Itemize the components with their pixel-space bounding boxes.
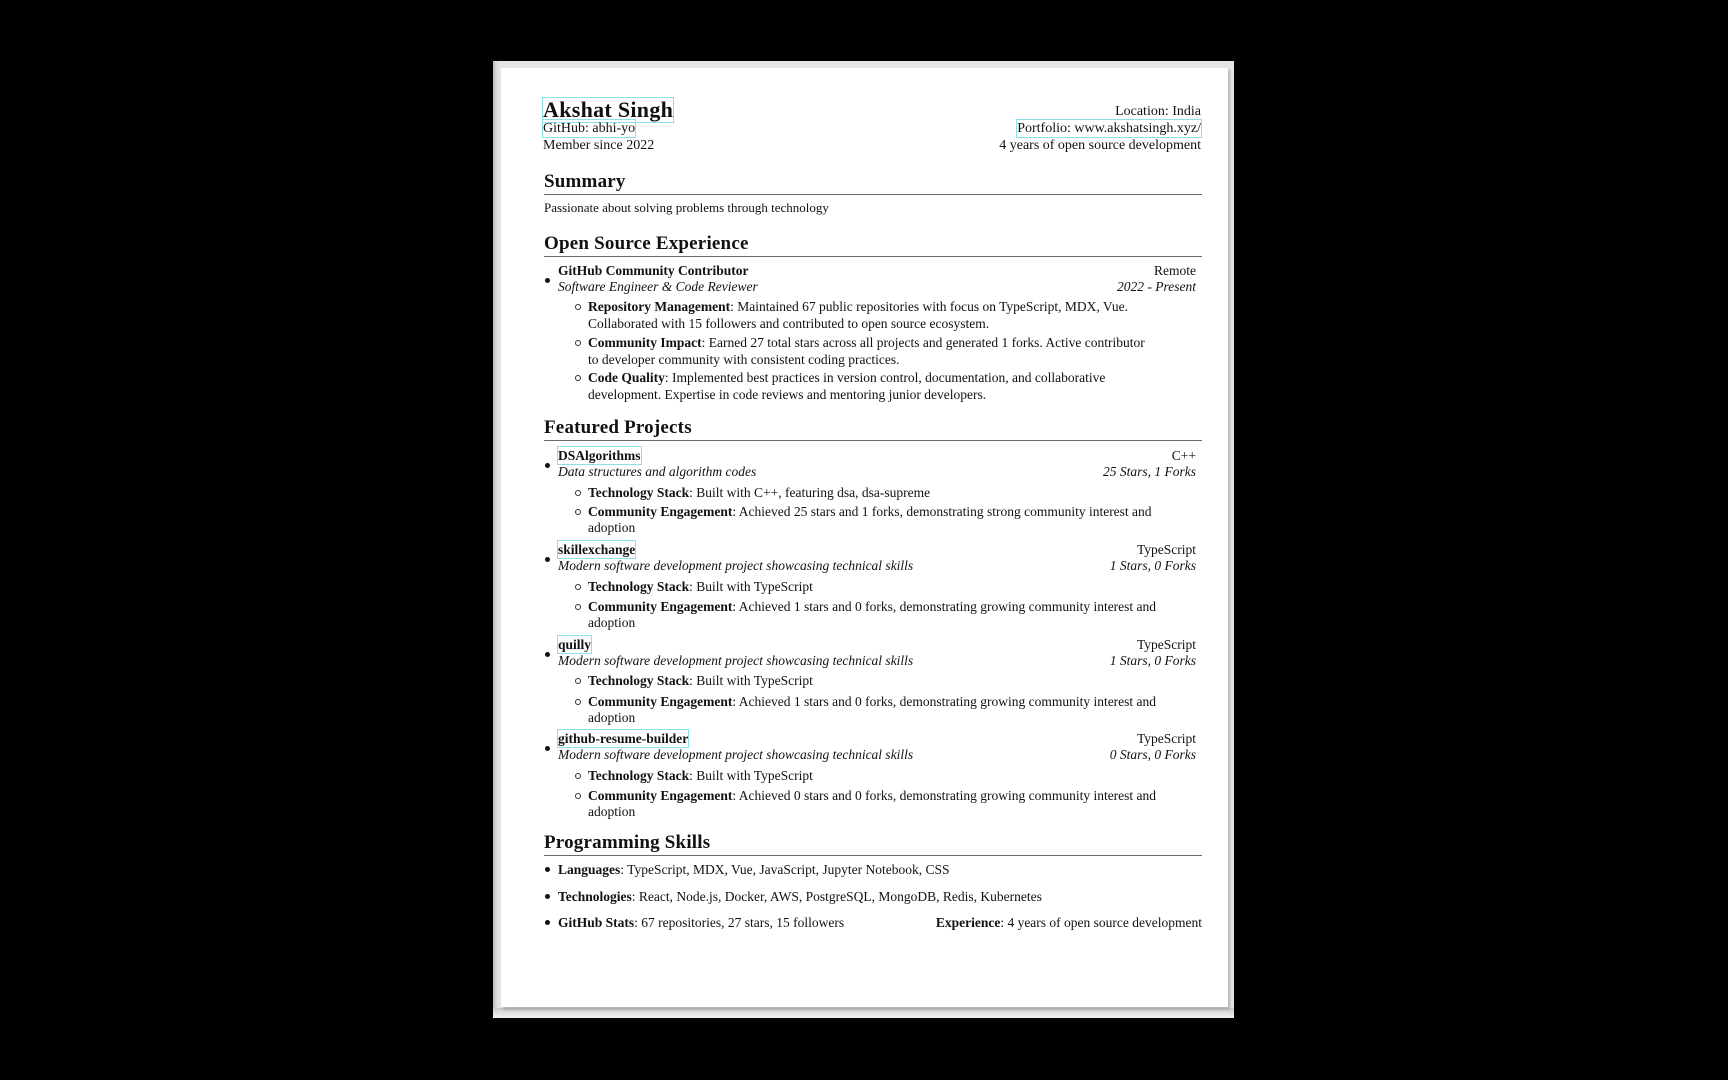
experience-dates: 2022 - Present xyxy=(1117,279,1196,294)
experience-title: GitHub Community Contributor xyxy=(558,263,749,278)
section-divider xyxy=(544,256,1202,257)
section-heading-experience: Open Source Experience xyxy=(544,233,749,254)
bullet-icon xyxy=(545,920,550,925)
skills-github-stats xyxy=(558,914,844,931)
project-description: Modern software development project showcasing technical skills xyxy=(558,653,914,668)
project-description: Modern software development project showcasing technical skills xyxy=(558,747,914,762)
project-name-link[interactable]: skillexchange xyxy=(558,542,636,557)
skills-experience xyxy=(936,914,1202,931)
skills-text: : 67 repositories, 27 stars, 15 followers xyxy=(634,915,845,930)
experience-role: Software Engineer & Code Reviewer xyxy=(558,279,758,294)
project-description: Data structures and algorithm codes xyxy=(558,464,757,479)
bullet-icon xyxy=(545,278,550,283)
bullet-text: : Built with TypeScript xyxy=(689,579,813,594)
bullet-label: Technology Stack xyxy=(588,579,690,594)
bullet-text: : Achieved 0 stars and 0 forks, demonstrating growing community interest and xyxy=(732,788,1157,803)
sub-bullet-icon xyxy=(575,375,581,381)
sub-bullet-icon xyxy=(575,773,581,779)
project-engagement xyxy=(588,693,1156,710)
project-language: TypeScript xyxy=(1136,637,1196,652)
experience-bullet xyxy=(588,298,1128,315)
bullet-label: Community Engagement xyxy=(588,504,733,519)
bullet-icon xyxy=(545,652,550,657)
sub-bullet-icon xyxy=(575,304,581,310)
skills-label: Experience xyxy=(935,915,1001,930)
section-heading-summary: Summary xyxy=(544,171,626,192)
project-engagement-cont: adoption xyxy=(588,710,636,725)
experience-bullet xyxy=(588,334,1145,351)
section-heading-skills: Programming Skills xyxy=(544,832,711,853)
bullet-sep: : xyxy=(730,299,738,314)
project-language: TypeScript xyxy=(1136,542,1196,557)
project-stats: 25 Stars, 1 Forks xyxy=(1102,464,1196,479)
project-language: TypeScript xyxy=(1136,731,1196,746)
sub-bullet-icon xyxy=(575,490,581,496)
member-since: Member since 2022 xyxy=(543,138,655,153)
bullet-text: Implemented best practices in version control, documentation, and collaborative xyxy=(672,370,1106,385)
project-name-link[interactable]: quilly xyxy=(558,637,592,652)
project-tech-stack xyxy=(588,484,930,501)
bullet-label: Community Engagement xyxy=(588,599,733,614)
sub-bullet-icon xyxy=(575,793,581,799)
project-engagement-cont: adoption xyxy=(588,520,636,535)
bullet-text: : Built with TypeScript xyxy=(689,768,813,783)
bullet-label: Code Quality xyxy=(588,370,665,385)
portfolio-link[interactable]: Portfolio: www.akshatsingh.xyz/ xyxy=(1017,121,1201,136)
skills-label: Technologies xyxy=(558,889,632,904)
project-tech-stack xyxy=(588,767,813,784)
bullet-icon xyxy=(545,746,550,751)
bullet-icon xyxy=(545,894,550,899)
project-description: Modern software development project showcasing technical skills xyxy=(558,558,914,573)
bullet-label: Community Impact xyxy=(588,335,702,350)
bullet-icon xyxy=(545,463,550,468)
sub-bullet-icon xyxy=(575,509,581,515)
sub-bullet-icon xyxy=(575,604,581,610)
skills-label: Languages xyxy=(558,862,621,877)
project-engagement xyxy=(588,598,1156,615)
bullet-text: : Built with TypeScript xyxy=(689,673,813,688)
github-link[interactable]: GitHub: abhi-yo xyxy=(543,121,636,136)
project-name-link[interactable]: github-resume-builder xyxy=(558,731,689,746)
bullet-text: : Achieved 25 stars and 1 forks, demonstrating strong community interest and xyxy=(732,504,1152,519)
bullet-sep: : xyxy=(664,370,673,385)
bullet-sep: : xyxy=(701,335,709,350)
bullet-label: Technology Stack xyxy=(588,485,690,500)
section-heading-projects: Featured Projects xyxy=(544,417,692,438)
experience-location: Remote xyxy=(1154,263,1196,278)
bullet-text: : Built with C++, featuring dsa, dsa-supreme xyxy=(689,485,931,500)
skills-label: GitHub Stats xyxy=(558,915,635,930)
project-tech-stack xyxy=(588,578,813,595)
bullet-label: Technology Stack xyxy=(588,768,690,783)
bullet-icon xyxy=(545,557,550,562)
sub-bullet-icon xyxy=(575,584,581,590)
experience-bullet-cont: development. Expertise in code reviews and mentoring junior developers. xyxy=(588,387,987,402)
experience-bullet-cont: Collaborated with 15 followers and contributed to open source ecosystem. xyxy=(588,316,990,331)
candidate-name[interactable]: Akshat Singh xyxy=(543,97,674,122)
bullet-label: Community Engagement xyxy=(588,694,733,709)
project-engagement xyxy=(588,787,1156,804)
bullet-text: Maintained 67 public repositories with focus on TypeScript, MDX, Vue. xyxy=(737,299,1128,314)
skills-text: : TypeScript, MDX, Vue, JavaScript, Jupyter Notebook, CSS xyxy=(620,862,950,877)
project-tech-stack xyxy=(588,672,813,689)
project-stats: 1 Stars, 0 Forks xyxy=(1109,653,1196,668)
sub-bullet-icon xyxy=(575,340,581,346)
project-stats: 1 Stars, 0 Forks xyxy=(1109,558,1196,573)
skills-text: : React, Node.js, Docker, AWS, PostgreSQL, MongoDB, Redis, Kubernetes xyxy=(631,889,1042,904)
project-engagement-cont: adoption xyxy=(588,804,636,819)
experience-bullet xyxy=(588,369,1105,386)
bullet-label: Technology Stack xyxy=(588,673,690,688)
project-stats: 0 Stars, 0 Forks xyxy=(1109,747,1196,762)
bullet-text: : Achieved 1 stars and 0 forks, demonstrating growing community interest and xyxy=(732,694,1157,709)
section-divider xyxy=(544,194,1202,195)
bullet-icon xyxy=(545,867,550,872)
project-engagement xyxy=(588,503,1152,520)
section-divider xyxy=(544,440,1202,441)
project-name-link[interactable]: DSAlgorithms xyxy=(558,448,641,463)
location: Location: India xyxy=(1115,104,1201,119)
skills-text: : 4 years of open source development xyxy=(1000,915,1202,930)
bullet-label: Repository Management xyxy=(588,299,731,314)
bullet-text: : Achieved 1 stars and 0 forks, demonstrating growing community interest and xyxy=(732,599,1157,614)
summary-text: Passionate about solving problems through technology xyxy=(544,200,829,215)
bullet-text: Earned 27 total stars across all projects and generated 1 forks. Active contributor xyxy=(708,335,1145,350)
skills-languages xyxy=(558,861,950,878)
section-divider xyxy=(544,855,1202,856)
bullet-label: Community Engagement xyxy=(588,788,733,803)
experience-years: 4 years of open source development xyxy=(999,138,1201,153)
skills-technologies xyxy=(558,888,1042,905)
sub-bullet-icon xyxy=(575,699,581,705)
project-language: C++ xyxy=(1171,448,1196,463)
experience-bullet-cont: to developer community with consistent coding practices. xyxy=(588,352,900,367)
project-engagement-cont: adoption xyxy=(588,615,636,630)
sub-bullet-icon xyxy=(575,678,581,684)
